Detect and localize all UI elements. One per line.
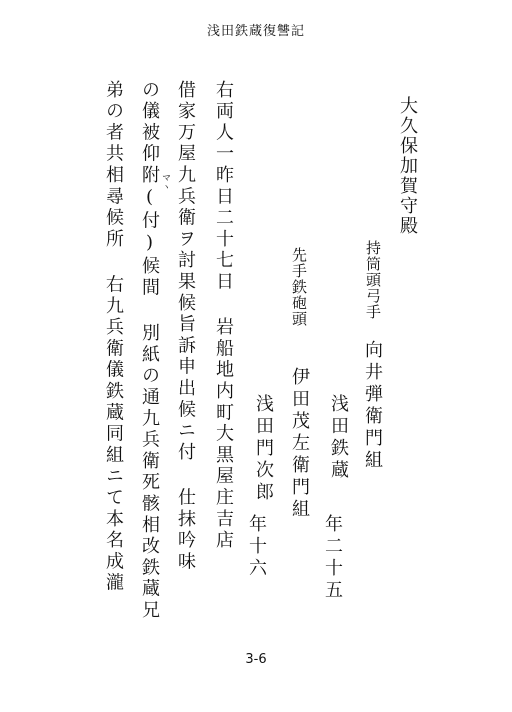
- person2-age-column: 年十六: [246, 514, 267, 580]
- person2-name-column: 浅田門次郎: [253, 394, 274, 504]
- person1-age-column: 年二十五: [322, 514, 343, 602]
- body-text-column: 弟の者共相尋候所 右九兵衛儀鉄蔵同組ニて本名成瀧: [103, 80, 124, 595]
- person1-name-column: 浅田鉄蔵: [328, 394, 349, 482]
- officer2-title-column: 先手鉄砲頭: [290, 247, 308, 327]
- ruby-annotation: マヽ: [160, 173, 170, 191]
- body-text-column: 右両人一昨日二十七日 岩船地内町大黒屋庄吉店: [213, 80, 234, 552]
- body-text-column: の儀被仰附(付)候間 別紙の通九兵衛死骸相改鉄蔵兄: [139, 80, 160, 622]
- sender-title-column: 持筒頭弓手: [364, 240, 382, 320]
- sender-name-column: 向井弾衛門組: [362, 340, 383, 472]
- page-header-title: 浅田鉄蔵復讐記: [206, 24, 305, 39]
- officer2-name-column: 伊田茂左衛門組: [289, 367, 310, 521]
- addressee-column: 大久保加賀守殿: [397, 96, 418, 236]
- page-number: 3-6: [245, 652, 267, 667]
- body-text-column: 借家万屋九兵衛ヲ討果候旨訴申出候ニ付 仕抹吟味: [175, 80, 196, 573]
